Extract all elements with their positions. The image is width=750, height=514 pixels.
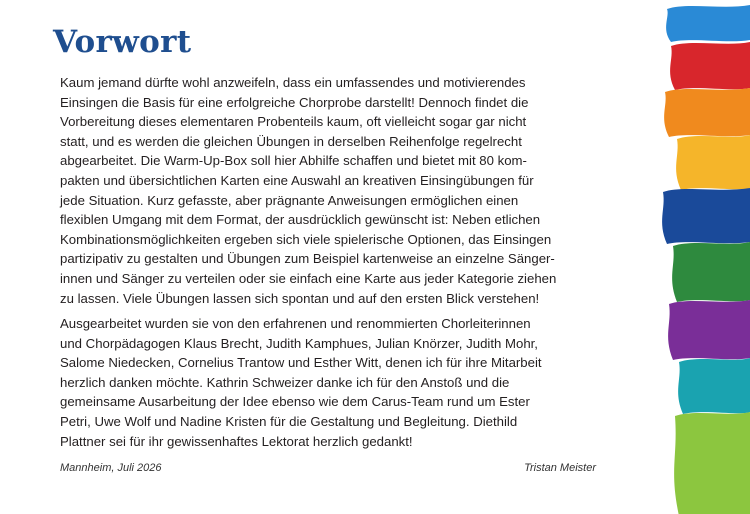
text-line: herzlich danken möchte. Kathrin Schweizer danke ich für den Anstoß und die — [60, 374, 510, 390]
text-line: Salome Niedecken, Cornelius Trantow und Esther Witt, denen ich für ihre Mitarbeit — [60, 355, 542, 371]
paragraph-2 — [60, 314, 620, 451]
text-line: gemeinsame Ausarbeitung der Idee ebenso wie dem Carus-Team rund um Ester — [60, 394, 530, 410]
text-line: jede Situation. Kurz gefasste, aber prägnante Anweisungen ermöglichen einen — [60, 192, 519, 208]
text-line: partizipativ zu gestalten und Übungen zum Beispiel kartenweise an einzelne Sänger- — [60, 251, 555, 267]
color-stripe — [676, 135, 750, 190]
text-line: statt, und es werden die gleichen Übungen in derselben Reihenfolge regelrecht — [60, 133, 522, 149]
text-line: zu lassen. Viele Übungen lassen sich spontan und auf den ersten Blick verstehen! — [60, 290, 540, 306]
text-line: Vorbereitung dieses elementaren Probenteils kaum, oft vielleicht sogar gar nicht — [60, 114, 527, 130]
color-stripes-decoration — [655, 0, 750, 514]
text-line: und Chorpädagogen Klaus Brecht, Judith Kamphues, Julian Knörzer, Judith Mohr, — [60, 335, 538, 351]
text-line: flexiblen Umgang mit dem Format, der ausdrücklich gewünscht ist: Neben etlichen — [60, 212, 541, 228]
text-line: pakten und übersichtlichen Karten eine Auswahl an kreativen Einsingübungen für — [60, 172, 534, 188]
text-line: Petri, Uwe Wolf und Nadine Kristen für die Gestaltung und Begleitung. Diethild — [60, 413, 518, 429]
place-date: Mannheim, Juli 2026 — [60, 462, 162, 474]
text-line: Plattner sei für ihr gewissenhaftes Lektorat herzlich gedankt! — [60, 433, 413, 449]
text-line: innen und Sänger zu verteilen oder sie einfach eine Karte aus jeder Kategorie ziehen — [60, 270, 557, 286]
color-stripe — [666, 5, 750, 42]
paragraph-1 — [60, 73, 620, 308]
color-stripe — [678, 358, 750, 414]
text-line: Kaum jemand dürfte wohl anzweifeln, dass ein umfassendes und motivierendes — [60, 75, 526, 90]
color-stripe — [664, 88, 750, 137]
color-stripe — [670, 42, 750, 90]
text-line: Einsingen die Basis für eine erfolgreiche Chorprobe darstellt! Dennoch findet die — [60, 94, 529, 110]
color-stripe — [668, 300, 750, 360]
color-stripe — [674, 412, 750, 514]
text-line: Ausgearbeitet wurden sie von den erfahrenen und renommierten Chorleiterinnen — [60, 316, 531, 331]
author-signature: Tristan Meister — [524, 462, 596, 474]
color-stripe — [662, 188, 750, 244]
color-stripe — [672, 242, 750, 302]
text-line: abgearbeitet. Die Warm-Up-Box soll hier Abhilfe schaffen und bietet mit 80 kom- — [60, 153, 527, 169]
text-line: Kombinationsmöglichkeiten ergeben sich viele spielerische Optionen, das Einsingen — [60, 231, 552, 247]
page-title: Vorwort — [53, 24, 192, 60]
